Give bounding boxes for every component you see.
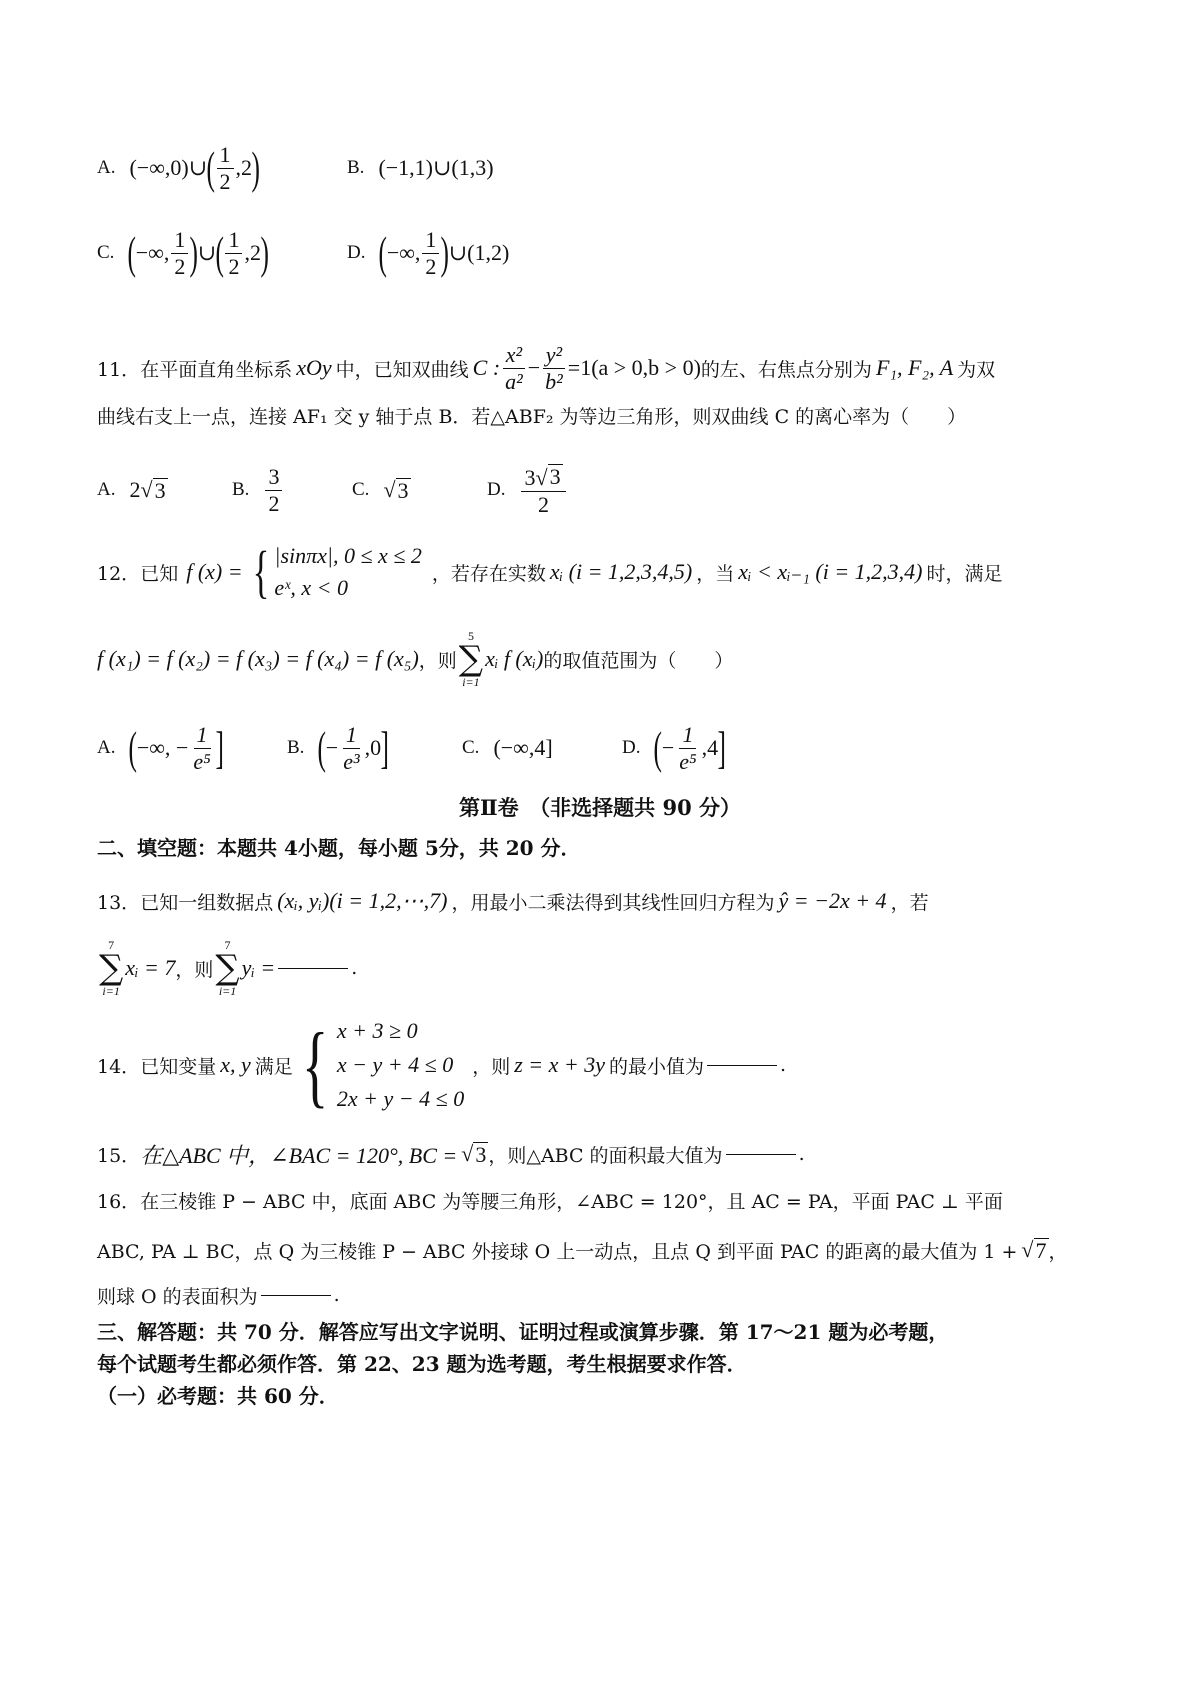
option-label: C. [352, 479, 370, 500]
question-text: 已知变量 [140, 1055, 217, 1078]
frac-num: 1 [422, 228, 439, 253]
option-expr: (−∞,4] [493, 735, 553, 760]
frac-den: 2 [228, 253, 240, 279]
sqrt: √ 3 [535, 464, 561, 491]
q12-line-1 [97, 540, 1107, 604]
q12-options [97, 716, 1107, 780]
option-label: B. [347, 157, 365, 178]
subheading-text: （一）必考题：共 60 分． [97, 1384, 339, 1408]
question-text: 则球 O 的表面积为 [97, 1285, 258, 1308]
option-expr: − [661, 735, 675, 760]
math-expr: xᵢ = 7 [125, 955, 176, 980]
option-expr: ,2 [244, 240, 261, 265]
option-label: A. [97, 157, 116, 178]
frac-den: e³ [343, 748, 360, 774]
frac-num: 1 [225, 228, 242, 253]
q12-option-d [622, 723, 725, 772]
section-title: 第Ⅱ卷 （非选择题共 90 分） [458, 795, 742, 820]
option-expr: ,2 [235, 155, 252, 180]
fraction [521, 464, 565, 515]
option-expr: −∞, − [136, 735, 189, 760]
frac-num: y² [543, 343, 565, 368]
q10-option-a [97, 143, 347, 192]
heading-text: 二、填空题：本题共 4小题，每小题 5分，共 20 分． [97, 835, 581, 860]
sum-upper: 5 [467, 629, 474, 643]
radicand: 7 [1035, 1237, 1047, 1263]
question-text: ，则 [175, 958, 214, 981]
math-expr: xᵢ < xᵢ₋₁ (i = 1,2,3,4) [738, 559, 923, 584]
piecewise [247, 540, 422, 604]
q12-option-b [287, 723, 462, 772]
option-label: D. [347, 242, 366, 263]
punctuation: . [351, 957, 358, 979]
question-text: 满足 [254, 1055, 293, 1078]
option-expr: ,0 [364, 735, 382, 760]
frac-den: 2 [425, 253, 437, 279]
question-text: ，则△ABC 的面积最大值为 [488, 1144, 723, 1167]
part-heading [97, 830, 1107, 862]
option-label: A. [97, 479, 116, 500]
case: eˣ, x < 0 [274, 575, 349, 600]
q10-options-row-2 [97, 225, 1107, 281]
question-number: 12． [97, 562, 141, 585]
question-number: 15． [97, 1144, 141, 1167]
q10-option-d [347, 228, 509, 277]
option-expr: −∞, [135, 240, 170, 265]
math-var: x, y [220, 1052, 251, 1077]
option-label: B. [287, 737, 305, 758]
fraction [265, 465, 282, 514]
frac-den: 2 [268, 490, 280, 516]
heading-text: 三、解答题：共 70 分．解答应写出文字说明、证明过程或演算步骤．第 17～21 题为必考题， [97, 1320, 949, 1344]
frac-num: 1 [217, 143, 234, 168]
question-text: 的左、右焦点分别为 [700, 358, 872, 381]
q10-options-row-1 [97, 140, 1107, 196]
option-expr: (−∞,0)∪ [129, 155, 208, 180]
paren-close: ) [260, 227, 269, 278]
frac-num [521, 464, 565, 491]
math-expr: z = x + 3y [514, 1052, 606, 1077]
paren-close: ) [189, 227, 199, 278]
question-text: 已知一组数据点 [140, 891, 274, 914]
fraction [340, 723, 362, 772]
constraint: 2x + y − 4 ≤ 0 [336, 1086, 465, 1112]
option-expr: (−1,1)∪(1,3) [378, 155, 494, 180]
math-expr: f (x₁) = f (x₂) = f (x₃) = f (x₄) = f (x₅) [97, 646, 419, 671]
summation [99, 939, 123, 997]
sqrt: √ 3 [140, 477, 166, 503]
paren-open: ( [215, 227, 225, 278]
sum-lower: i=1 [218, 984, 237, 998]
q11-option-a [97, 477, 232, 503]
fraction [676, 723, 699, 772]
constraint: x − y + 4 ≤ 0 [336, 1051, 454, 1077]
question-text: 的取值范围为（ ） [543, 649, 734, 672]
math-op: − [527, 355, 541, 380]
frac-num: 1 [343, 723, 360, 748]
frac-den: 2 [174, 253, 186, 279]
frac-den: b² [545, 368, 563, 394]
q13-line-2 [97, 934, 1107, 1002]
case: |sinπx|, 0 ≤ x ≤ 2 [274, 543, 422, 569]
brace: { [301, 1014, 329, 1116]
fraction [171, 228, 188, 277]
question-number: 13． [97, 891, 141, 914]
answer-blank[interactable] [261, 1295, 331, 1296]
question-text: ，当 [696, 562, 735, 585]
q16-line-2 [97, 1230, 1107, 1270]
q15 [97, 1136, 1107, 1172]
math-expr: yᵢ = [241, 955, 276, 980]
sigma-icon: ∑ [458, 639, 484, 679]
fraction [217, 143, 234, 192]
q10-option-c [97, 228, 347, 277]
q11-option-c [352, 477, 487, 503]
radicand: 3 [549, 464, 561, 490]
q11-options [97, 460, 1107, 520]
fraction [422, 228, 439, 277]
fraction [502, 343, 526, 392]
paren-close: ) [440, 227, 450, 278]
question-text: ，若 [890, 891, 929, 914]
fraction [225, 228, 242, 277]
constraint-system [293, 1014, 464, 1116]
math-expr: (xᵢ, yᵢ)(i = 1,2,⋯,7) [277, 888, 448, 913]
punctuation: . [780, 1054, 787, 1076]
sum-upper: 7 [224, 938, 231, 952]
q12-option-a [97, 723, 287, 772]
question-text: 在平面直角坐标系 [140, 358, 293, 381]
question-number: 11． [97, 358, 141, 381]
question-text: 中，已知双曲线 [335, 358, 469, 381]
sigma-icon: ∑ [99, 948, 124, 988]
option-expr: 2 [129, 477, 141, 502]
option-expr: ∪ [197, 240, 217, 265]
paren-close: ) [251, 142, 260, 193]
paren-open: ( [653, 722, 663, 773]
bracket-close: ] [215, 722, 224, 773]
q11-option-d [487, 464, 568, 515]
sigma-icon: ∑ [215, 948, 240, 988]
sqrt: √ 3 [383, 477, 409, 503]
math-expr: xᵢ (i = 1,2,3,4,5) [549, 559, 693, 584]
sqrt: √ 7 [1021, 1237, 1047, 1263]
math-var: xOy [296, 355, 332, 380]
frac-num: 3 [265, 465, 282, 490]
q10-option-b [347, 155, 494, 181]
sqrt: √ 3 [461, 1141, 487, 1167]
math-expr: 在△ABC 中，∠BAC = 120°, BC = [140, 1142, 458, 1168]
q12-option-c [462, 735, 622, 761]
math-expr: ŷ = −2x + 4 [778, 888, 887, 913]
question-text: ，则 [418, 649, 457, 672]
q12-line-2 [97, 626, 1107, 692]
frac-den: e⁵ [679, 748, 697, 774]
option-label: D. [487, 479, 506, 500]
frac-den: 2 [219, 168, 231, 194]
question-text: 已知 [140, 562, 179, 585]
option-expr: −∞, [386, 240, 421, 265]
fraction [542, 343, 566, 392]
frac-den: a² [505, 368, 523, 394]
question-number: 14． [97, 1055, 141, 1078]
paren-open: ( [128, 722, 138, 773]
answer-blank[interactable] [707, 1065, 777, 1066]
option-expr: ,4 [701, 735, 719, 760]
question-text: 为双 [957, 358, 996, 381]
question-text: 在三棱锥 P − ABC 中，底面 ABC 为等腰三角形，∠ABC = 120°，且 AC = PA，平面 PAC ⊥ 平面 [140, 1190, 1003, 1213]
frac-num: 1 [679, 723, 696, 748]
brace: { [252, 539, 269, 604]
sum-upper: 7 [108, 938, 115, 952]
q13-line-1 [97, 878, 1107, 924]
question-number: 16． [97, 1190, 141, 1213]
cases [274, 540, 421, 604]
math-var: F₁, F₂, A [875, 355, 954, 380]
math-expr: =1(a > 0,b > 0) [567, 355, 701, 380]
option-label: C. [462, 737, 480, 758]
frac-num: 1 [171, 228, 188, 253]
bracket-close: ] [380, 722, 389, 773]
question-text: ，用最小二乘法得到其线性回归方程为 [451, 891, 775, 914]
paren-open: ( [206, 142, 216, 193]
radicand: 3 [475, 1141, 487, 1167]
q16-line-3 [97, 1278, 1107, 1312]
option-label: D. [622, 737, 641, 758]
answer-blank[interactable] [278, 968, 348, 969]
q11-option-b [232, 465, 352, 514]
paren-open: ( [127, 227, 137, 278]
fraction [190, 723, 213, 772]
sum-lower: i=1 [102, 984, 120, 998]
paren-open: ( [317, 722, 327, 773]
frac-num: x² [503, 343, 525, 368]
punctuation: . [798, 1143, 805, 1165]
punctuation: . [333, 1284, 340, 1306]
summation [459, 630, 483, 688]
option-label: A. [97, 737, 116, 758]
question-text: ，若存在实数 [431, 562, 546, 585]
option-expr: − [325, 735, 339, 760]
sum-lower: i=1 [462, 675, 480, 689]
q11-line-2 [97, 398, 1107, 432]
constraint: x + 3 ≥ 0 [336, 1017, 418, 1043]
paren-open: ( [378, 227, 388, 278]
summation [215, 939, 239, 997]
option-label: B. [232, 479, 250, 500]
question-text: ，则 [472, 1055, 511, 1078]
frac-den: e⁵ [193, 748, 211, 774]
heading-text: 每个试题考生都必须作答．第 22、23 题为选考题，考生根据要求作答． [97, 1352, 747, 1376]
question-text: 的最小值为 [609, 1055, 705, 1078]
question-text: 曲线右支上一点，连接 AF₁ 交 y 轴于点 B．若△ABF₂ 为等边三角形，则双曲线 C 的离心率为（ ） [97, 405, 967, 428]
bracket-close: ] [717, 722, 727, 773]
frac-den: 2 [538, 491, 550, 517]
part3-heading [97, 1316, 1107, 1412]
q11-line-1 [97, 340, 1107, 396]
frac-num: 1 [194, 723, 211, 748]
q16-line-1 [97, 1182, 1107, 1218]
answer-blank[interactable] [726, 1154, 796, 1155]
constraints [337, 1014, 464, 1116]
question-text: ABC, PA ⊥ BC，点 Q 为三棱锥 P − ABC 外接球 O 上一动点，且点 Q 到平面 PAC 的距离的最大值为 1 + [97, 1240, 1018, 1263]
coef: 3 [524, 465, 536, 491]
option-label: C. [97, 242, 115, 263]
math-var: C : [472, 355, 501, 380]
radicand: 3 [397, 477, 409, 503]
q14 [97, 1010, 1107, 1120]
radicand: 3 [154, 477, 166, 503]
option-expr: ∪(1,2) [448, 240, 510, 265]
math-expr: xᵢ f (xᵢ) [485, 646, 544, 671]
punctuation: ， [1048, 1240, 1068, 1263]
question-text: 时，满足 [926, 562, 1003, 585]
math-expr: f (x) = [186, 559, 243, 584]
